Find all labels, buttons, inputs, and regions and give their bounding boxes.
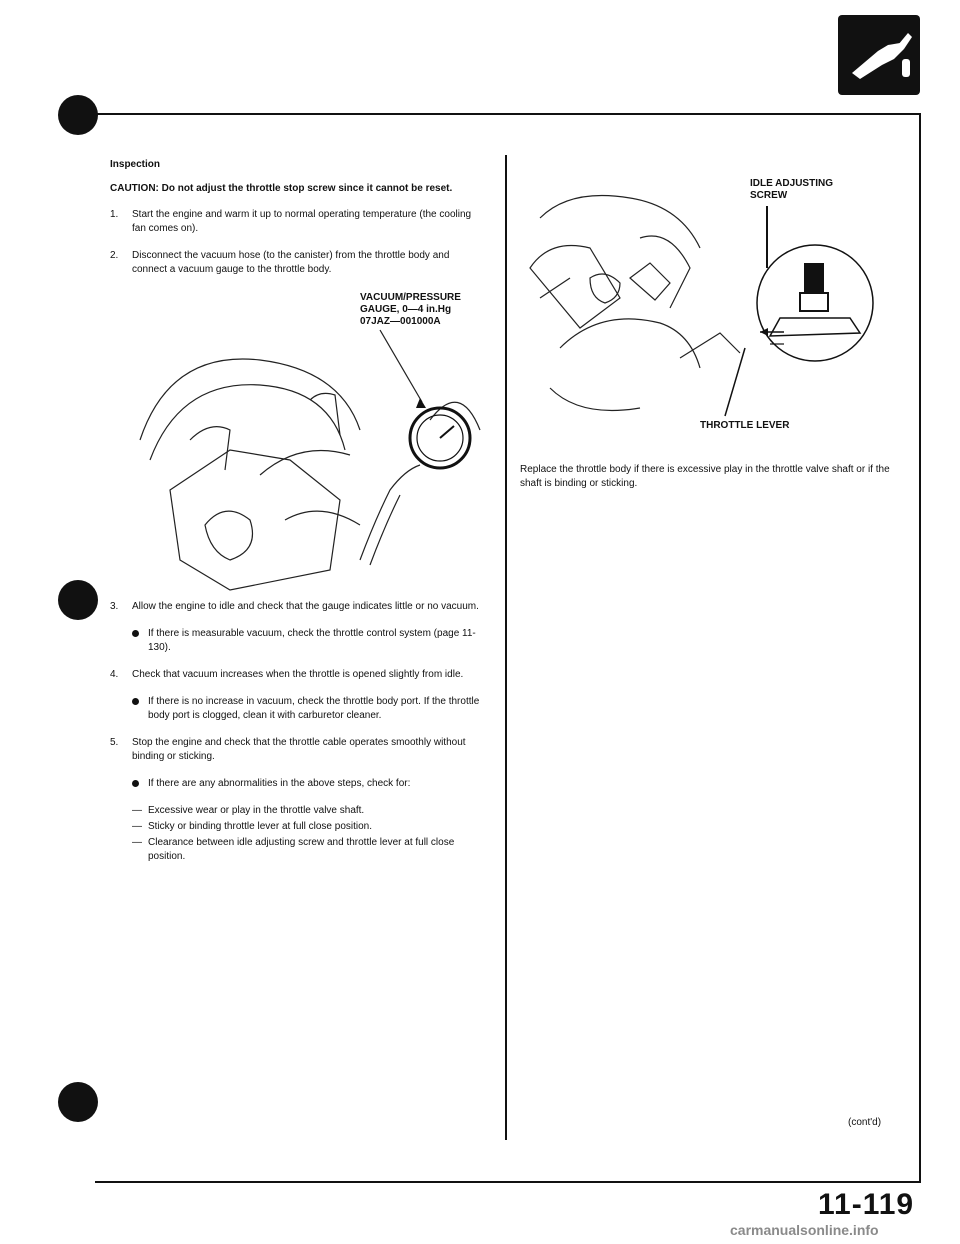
continued-label: (cont'd) bbox=[848, 1117, 882, 1128]
step-3 bbox=[110, 600, 485, 614]
step-text: Disconnect the vacuum hose (to the canister) from the throttle body and connect a vacuum gauge to the throttle body. bbox=[132, 250, 450, 275]
throttle-lever-label: THROTTLE LEVER bbox=[700, 420, 790, 431]
footer-watermark-url: carmanualsonline.info bbox=[730, 1222, 879, 1238]
bullet-item bbox=[132, 627, 485, 655]
step-number: 4. bbox=[110, 669, 119, 680]
page-number: 11-119 bbox=[818, 1188, 915, 1221]
step-number: 5. bbox=[110, 737, 119, 748]
section-heading: Inspection bbox=[110, 159, 161, 170]
step-text: Start the engine and warm it up to normal operating temperature (the cooling fan comes on). bbox=[132, 209, 472, 234]
binder-hole bbox=[58, 580, 98, 620]
step-number: 2. bbox=[110, 250, 119, 261]
gauge-label-line-3: 07JAZ—001000A bbox=[360, 316, 441, 327]
step-text: Allow the engine to idle and check that the gauge indicates little or no vacuum. bbox=[132, 601, 479, 612]
idle-screw-label-line-1: IDLE ADJUSTING bbox=[750, 178, 833, 189]
column-divider bbox=[505, 155, 507, 1140]
binder-hole bbox=[58, 95, 98, 135]
idle-screw-illustration bbox=[520, 158, 900, 463]
bullet-item bbox=[132, 777, 485, 791]
idle-screw-figure bbox=[520, 158, 900, 463]
dash-item: — Sticky or binding throttle lever at full close position. bbox=[132, 821, 372, 832]
step-1 bbox=[110, 208, 485, 236]
step-number: 3. bbox=[110, 601, 119, 612]
step-4 bbox=[110, 668, 485, 682]
step-text: Check that vacuum increases when the throttle is opened slightly from idle. bbox=[132, 669, 464, 680]
bullet-text: If there are any abnormalities in the above steps, check for: bbox=[148, 778, 411, 789]
throttle-body-illustration bbox=[110, 290, 485, 600]
bullet-text: If there is measurable vacuum, check the throttle control system (page 11-130). bbox=[148, 628, 476, 653]
vacuum-gauge-figure bbox=[110, 290, 485, 600]
gauge-label-line-1: VACUUM/PRESSURE bbox=[360, 292, 461, 303]
dash-text: Sticky or binding throttle lever at full close position. bbox=[148, 821, 372, 832]
step-5 bbox=[110, 736, 485, 764]
bullet-dot-icon bbox=[132, 780, 139, 787]
step-2 bbox=[110, 249, 485, 277]
fuel-nozzle-icon bbox=[838, 15, 920, 95]
step-text: Stop the engine and check that the throttle cable operates smoothly without binding or sticking. bbox=[132, 737, 466, 762]
binder-hole bbox=[58, 1082, 98, 1122]
bullet-item bbox=[132, 695, 485, 723]
step-number: 1. bbox=[110, 209, 119, 220]
bullet-dot-icon bbox=[132, 630, 139, 637]
bullet-text: If there is no increase in vacuum, check the throttle body port. If the throttle body port is clogged, clean it with carburetor cleaner. bbox=[148, 696, 480, 721]
replace-instruction: Replace the throttle body if there is excessive play in the throttle valve shaft or if the shaft is binding or sticking. bbox=[520, 464, 890, 489]
gauge-label-line-2: GAUGE, 0—4 in.Hg bbox=[360, 304, 452, 315]
left-column bbox=[110, 158, 485, 866]
dash-item: — Excessive wear or play in the throttle valve shaft. bbox=[132, 805, 365, 816]
dash-item: — Clearance between idle adjusting screw and throttle lever at full close position. bbox=[132, 836, 485, 864]
dash-text: Clearance between idle adjusting screw and throttle lever at full close position. bbox=[148, 837, 455, 862]
dash-text: Excessive wear or play in the throttle valve shaft. bbox=[148, 805, 365, 816]
caution-text: CAUTION: Do not adjust the throttle stop screw since it cannot be reset. bbox=[110, 183, 453, 194]
bullet-dot-icon bbox=[132, 698, 139, 705]
right-column bbox=[520, 158, 900, 491]
idle-screw-label-line-2: SCREW bbox=[750, 190, 788, 201]
